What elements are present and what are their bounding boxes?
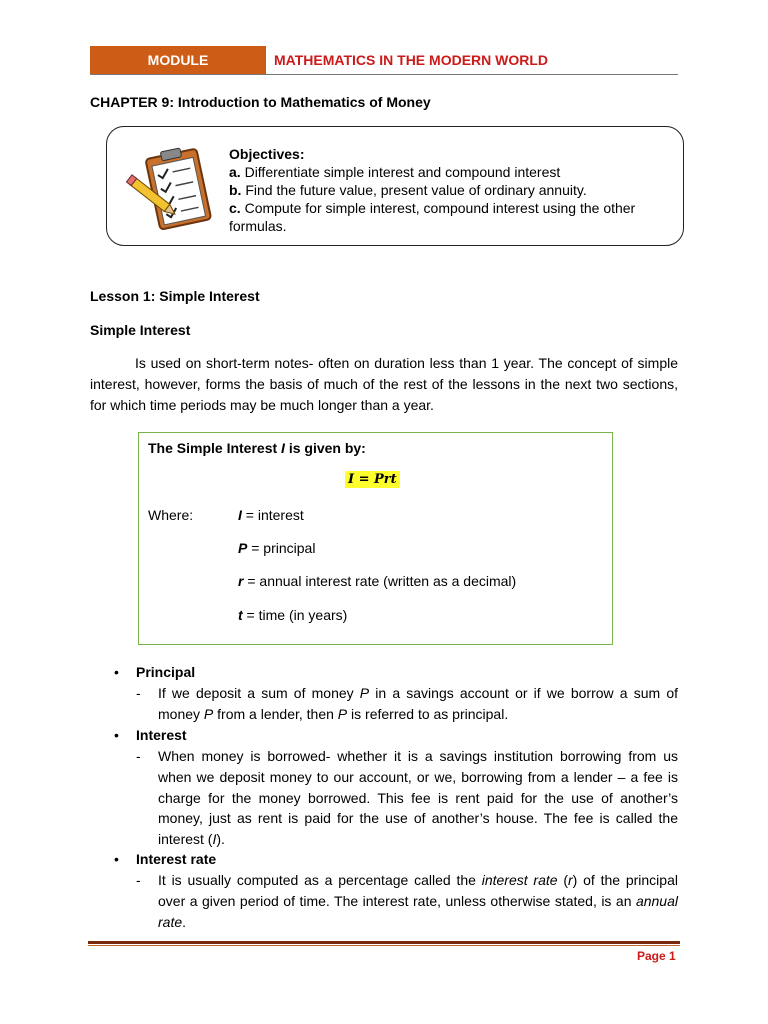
simple-interest-formula: I = Prt	[345, 471, 400, 488]
bullet-dot: •	[114, 664, 119, 680]
objective-item-a: a. Differentiate simple interest and compound interest	[229, 164, 561, 180]
definition-rate: r = annual interest rate (written as a decimal)	[238, 573, 517, 589]
objectives-text	[229, 145, 674, 235]
lesson-title: Lesson 1: Simple Interest	[90, 288, 260, 304]
page-number: Page 1	[637, 949, 676, 963]
bullet-dot: •	[114, 851, 119, 867]
interest-rate-description: It is usually computed as a percentage called the interest rate (r) of the principal over a given period of time. The interest rate, unless otherwise stated, is an annual rate.	[158, 872, 678, 930]
formula-box-title: The Simple Interest I is given by:	[148, 440, 366, 456]
where-label: Where:	[148, 507, 194, 523]
bullet-dot: •	[114, 727, 119, 743]
objective-item-b: b. Find the future value, present value of ordinary annuity.	[229, 182, 587, 198]
footer-divider	[88, 941, 680, 944]
chapter-title: CHAPTER 9: Introduction to Mathematics of Money	[90, 94, 431, 110]
bullet-title-principal: Principal	[136, 664, 196, 680]
bullet-title-interest: Interest	[136, 727, 187, 743]
dash-marker: -	[136, 748, 141, 764]
objectives-heading: Objectives:	[229, 146, 305, 162]
principal-description: If we deposit a sum of money P in a savings account or if we borrow a sum of money P from a lender, then P is referred to as principal.	[158, 685, 678, 722]
dash-marker: -	[136, 685, 141, 701]
footer-divider-thin	[88, 945, 680, 946]
section-title: Simple Interest	[90, 322, 191, 338]
interest-description: When money is borrowed- whether it is a savings institution borrowing from us when we deposit money to our account, or we, borrowing from a lender – a fee is charge for the money borrowed. This fee is rent paid for the use of another’s money, just as rent is paid for the use of another’s house. The fee is called the interest (I).	[158, 748, 678, 848]
definition-principal: P = principal	[238, 540, 316, 556]
clipboard-checklist-icon	[122, 142, 218, 234]
formula-box	[138, 432, 613, 645]
dash-marker: -	[136, 872, 141, 888]
objective-item-c: c. Compute for simple interest, compound interest using the other formulas.	[229, 200, 636, 234]
module-label: MODULE	[90, 46, 266, 74]
module-title: MATHEMATICS IN THE MODERN WORLD	[274, 52, 549, 68]
intro-paragraph: Is used on short-term notes- often on duration less than 1 year. The concept of simple interest, however, forms the basis of much of the rest of the lessons in the next two sections, for which time periods may be much longer than a year.	[90, 355, 678, 413]
bullet-title-interest-rate: Interest rate	[136, 851, 217, 867]
definition-time: t = time (in years)	[238, 607, 348, 623]
definition-interest: I = interest	[238, 507, 304, 523]
header-divider	[90, 74, 678, 75]
